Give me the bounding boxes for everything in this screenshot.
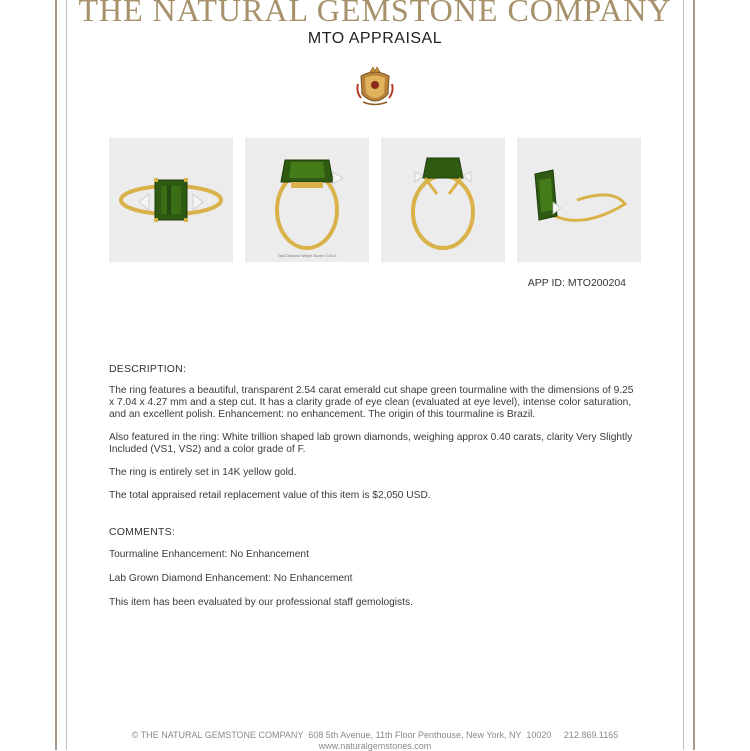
frame-border-right-inner: [683, 0, 684, 750]
ring-photo-front-view[interactable]: [245, 138, 369, 262]
company-name: THE NATURAL GEMSTONE COMPANY: [78, 0, 672, 28]
comment-tourmaline-enhancement: Tourmaline Enhancement: No Enhancement: [109, 549, 309, 560]
document-title: MTO APPRAISAL: [307, 30, 443, 47]
appraisal-id: APP ID: MTO200204: [527, 277, 626, 289]
comment-evaluation-note: This item has been evaluated by our professional staff gemologists.: [109, 597, 413, 608]
ring-photo-back-view[interactable]: [381, 138, 505, 262]
comment-diamond-enhancement: Lab Grown Diamond Enhancement: No Enhancement: [109, 573, 353, 584]
description-paragraph-value: The total appraised retail replacement value of this item is $2,050 USD.: [109, 490, 431, 501]
footer-address: © THE NATURAL GEMSTONE COMPANY 608 5th Avenue, 11th Floor Penthouse, New York, NY 10020 212.869.1165: [131, 730, 619, 740]
ring-photo-side-view[interactable]: [517, 138, 641, 262]
description-paragraph-gem: The ring features a beautiful, transparent 2.54 carat emerald cut shape green tourmaline with the dimensions of 9.25 x 7.04 x 4.27 mm and a step cut. It has a clarity grade of eye clean (evaluated at eye level), intense color saturation, and an excellent polish. Enhancement: no enhancement. The origin of this tourmaline is Brazil.: [109, 385, 634, 420]
frame-border-left-outer: [55, 0, 57, 750]
comments-heading: COMMENTS:: [109, 526, 175, 538]
description-heading: DESCRIPTION:: [109, 363, 187, 375]
crest-icon: [355, 66, 395, 110]
description-paragraph-metal: The ring is entirely set in 14K yellow gold.: [109, 467, 297, 478]
frame-border-left-inner: [66, 0, 67, 750]
frame-border-right-outer: [693, 0, 695, 750]
ring-photo-top-view[interactable]: [109, 138, 233, 262]
ring-photo-caption: Total Diamond Weight Shown: 0.40 ct: [277, 254, 337, 258]
description-paragraph-diamonds: Also featured in the ring: White trillion shaped lab grown diamonds, weighing approx 0.40 carats, clarity Very Slightly Included (VS1, VS2) and a color grade of F.: [109, 432, 633, 455]
footer-website-link[interactable]: www.naturalgemstones.com: [318, 741, 432, 751]
product-gallery: [109, 138, 641, 262]
